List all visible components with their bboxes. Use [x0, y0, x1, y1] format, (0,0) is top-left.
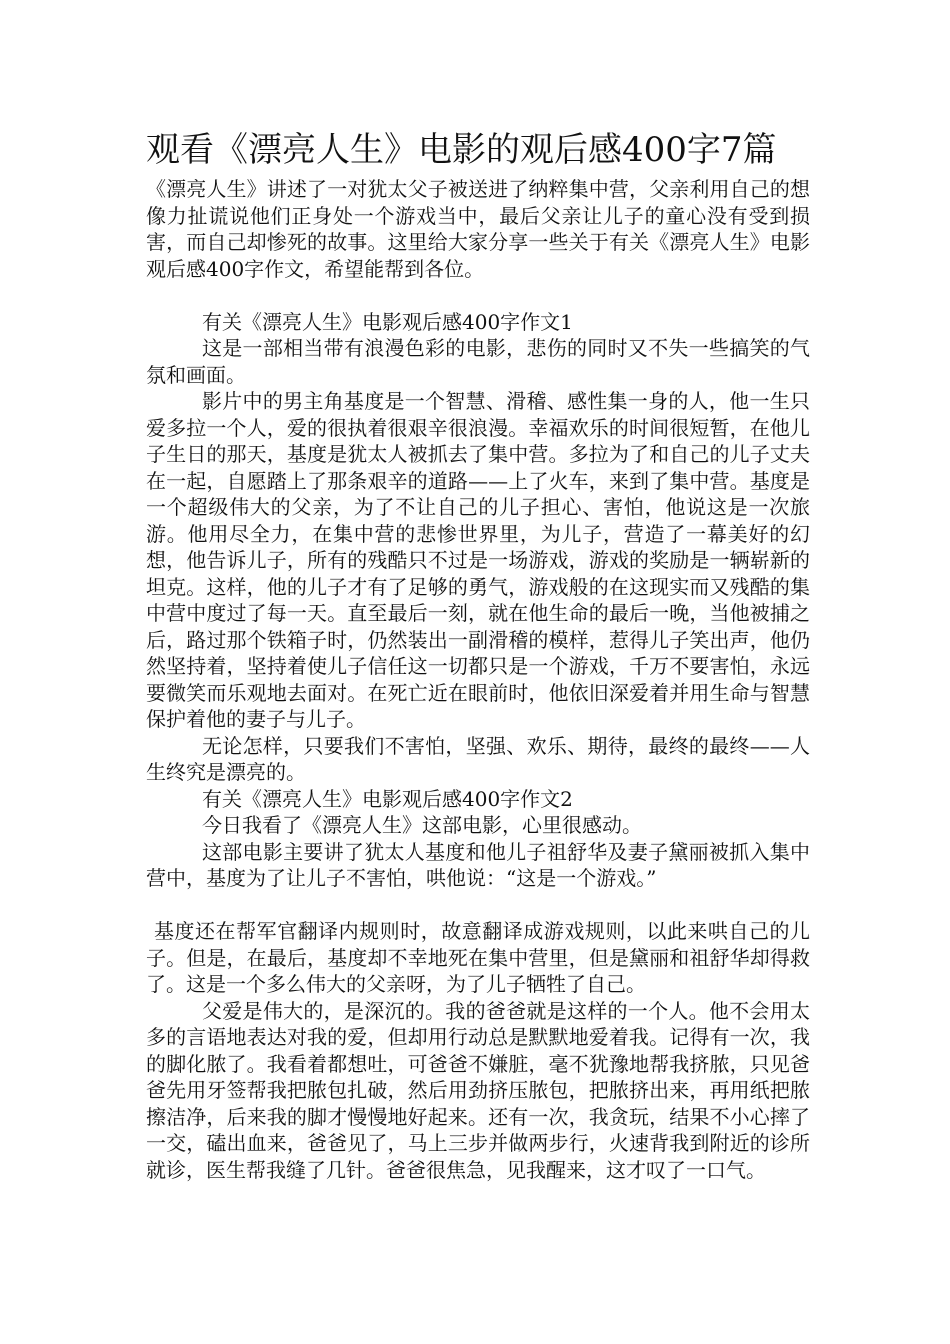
body-paragraph: 今日我看了《漂亮人生》这部电影，心里很感动。 [202, 813, 642, 837]
document-body [146, 176, 810, 1183]
body-paragraph: 父爱是伟大的，是深沉的。我的爸爸就是这样的一个人。他不会用太多的言语地表达对我的爱，但却用行动总是默默地爱着我。记得有一次，我的脚化脓了。我看着都想吐，可爸爸不嫌脏，毫不犹豫地帮我挤脓，只见爸爸先用牙签帮我把脓包扎破，然后用劲挤压脓包，把脓挤出来，再用纸把脓擦洁净，后来我的脚才慢慢地好起来。还有一次，我贪玩，结果不小心摔了一交，磕出血来，爸爸见了，马上三步并做两步行，火速背我到附近的诊所就诊，医生帮我缝了几针。爸爸很焦急，见我醒来，这才叹了一口气。 [146, 998, 810, 1182]
document-title: 观看《漂亮人生》电影的观后感400字7篇 [146, 130, 777, 170]
body-paragraph: 影片中的男主角基度是一个智慧、滑稽、感性集一身的人，他一生只爱多拉一个人，爱的很执着很艰辛很浪漫。幸福欢乐的时间很短暂，在他儿子生日的那天，基度是犹太人被抓去了集中营。多拉为了和自己的儿子丈夫在一起，自愿踏上了那条艰辛的道路——上了火车，来到了集中营。基度是一个超级伟大的父亲，为了不让自己的儿子担心、害怕，他说这是一次旅游。他用尽全力，在集中营的悲惨世界里，为儿子，营造了一幕美好的幻想，他告诉儿子，所有的残酷只不过是一场游戏，游戏的奖励是一辆崭新的坦克。这样，他的儿子才有了足够的勇气，游戏般的在这现实而又残酷的集中营中度过了每一天。直至最后一刻，就在他生命的最后一晚，当他被捕之后，路过那个铁箱子时，仍然装出一副滑稽的模样，惹得儿子笑出声，他仍然坚持着，坚持着使儿子信任这一切都只是一个游戏，千万不要害怕，永远要微笑而乐观地去面对。在死亡近在眼前时，他依旧深爱着并用生命与智慧保护着他的妻子与儿子。 [146, 389, 810, 731]
body-paragraph: 这是一部相当带有浪漫色彩的电影，悲伤的同时又不失一些搞笑的气氛和画面。 [146, 336, 810, 387]
blank-line [146, 892, 810, 919]
body-paragraph: 基度还在帮军官翻译内规则时，故意翻译成游戏规则，以此来哄自己的儿子。但是，在最后，基度却不幸地死在集中营里，但是黛丽和祖舒华却得救了。这是一个多么伟大的父亲呀，为了儿子牺牲了自己。 [146, 919, 810, 996]
body-paragraph: 这部电影主要讲了犹太人基度和他儿子祖舒华及妻子黛丽被抓入集中营中，基度为了让儿子不害怕，哄他说：“这是一个游戏。” [146, 839, 810, 890]
intro-paragraph: 《漂亮人生》讲述了一对犹太父子被送进了纳粹集中营，父亲利用自己的想像力扯谎说他们正身处一个游戏当中，最后父亲让儿子的童心没有受到损害，而自己却惨死的故事。这里给大家分享一些关于有关《漂亮人生》电影观后感400字作文，希望能帮到各位。 [146, 177, 810, 281]
section-heading-2: 有关《漂亮人生》电影观后感400字作文2 [202, 786, 573, 811]
blank-line [146, 282, 810, 309]
body-paragraph: 无论怎样，只要我们不害怕，坚强、欢乐、期待，最终的最终——人生终究是漂亮的。 [146, 733, 810, 784]
section-heading-1: 有关《漂亮人生》电影观后感400字作文1 [202, 309, 573, 334]
